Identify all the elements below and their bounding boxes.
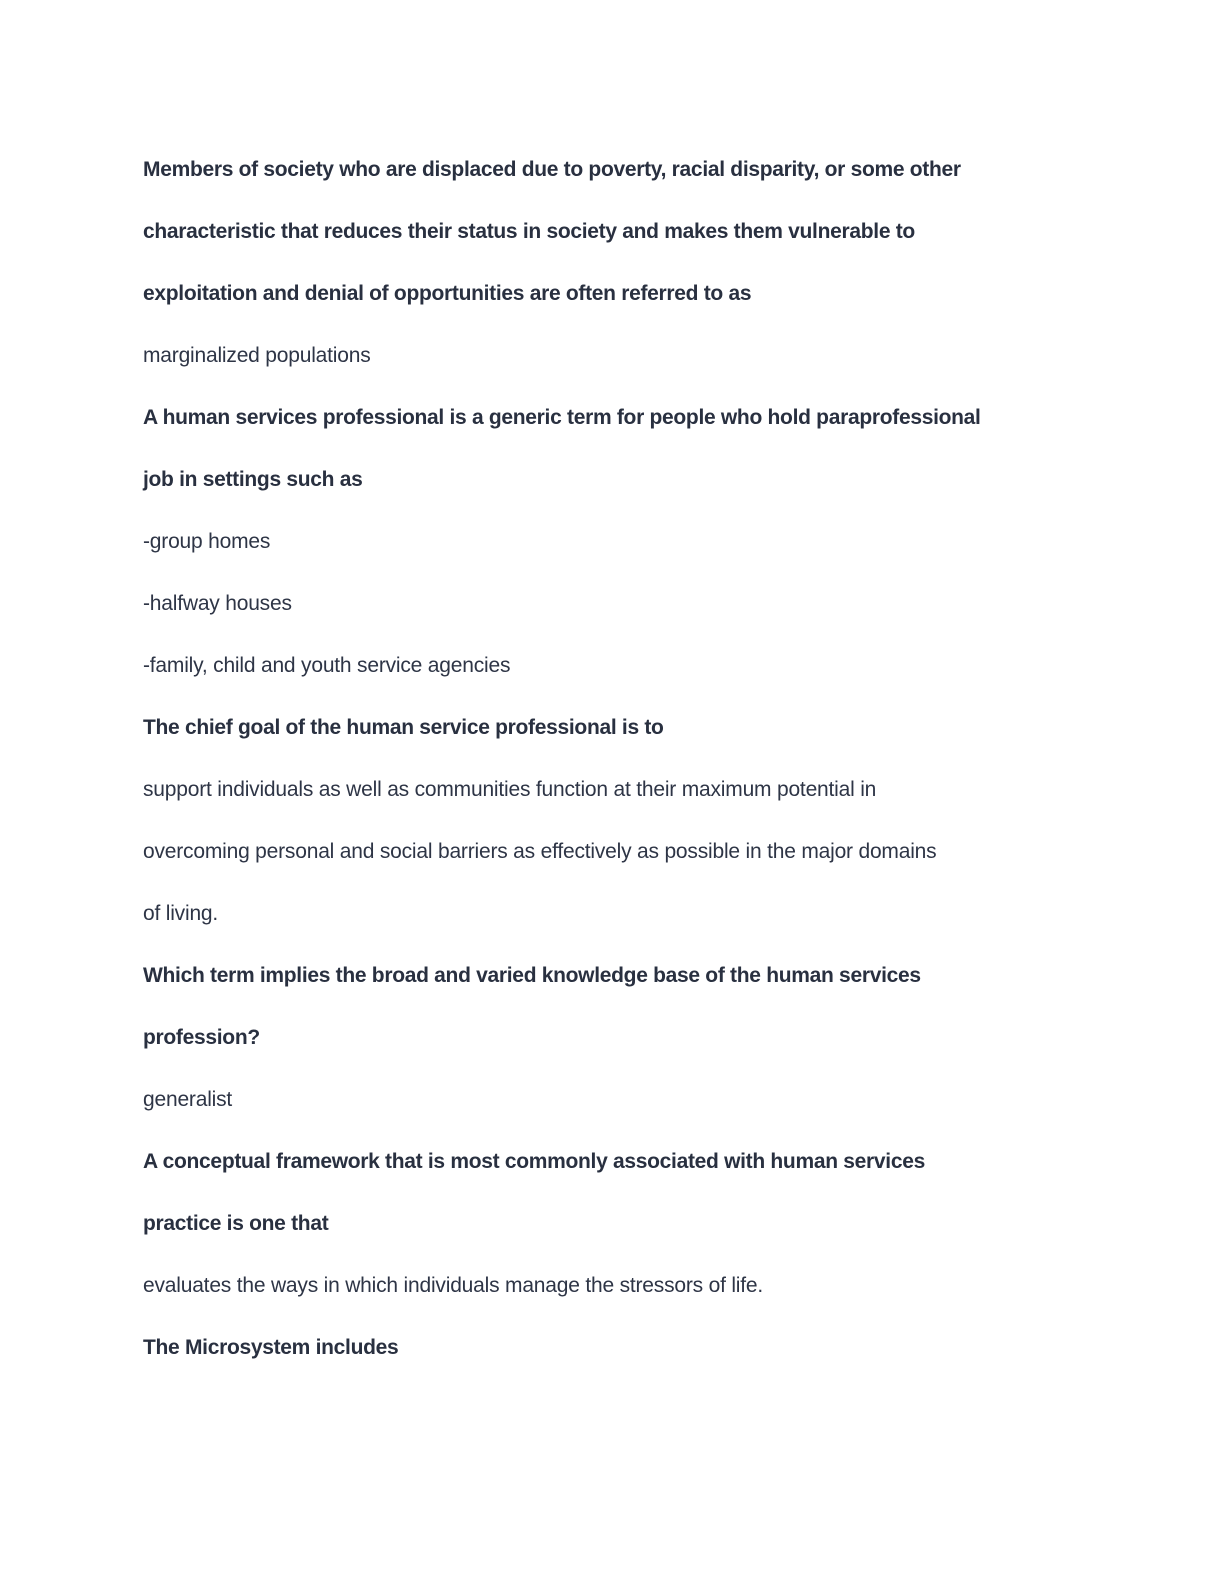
question-block bbox=[143, 697, 1093, 759]
answer-line: overcoming personal and social barriers as effectively as possible in the major domains bbox=[143, 840, 937, 863]
question-line: job in settings such as bbox=[143, 468, 363, 491]
question-line: characteristic that reduces their status in society and makes them vulnerable to bbox=[143, 220, 915, 243]
document-text-body bbox=[143, 139, 1093, 1379]
question-block bbox=[143, 1317, 1093, 1379]
answer-block bbox=[143, 1255, 1093, 1317]
answer-block bbox=[143, 511, 1093, 697]
question-line: Which term implies the broad and varied knowledge base of the human services bbox=[143, 964, 921, 987]
question-line: The chief goal of the human service professional is to bbox=[143, 716, 664, 739]
answer-block bbox=[143, 325, 1093, 387]
question-line: profession? bbox=[143, 1026, 260, 1049]
answer-line: support individuals as well as communities function at their maximum potential in bbox=[143, 778, 877, 801]
question-block bbox=[143, 945, 1093, 1069]
answer-line: -halfway houses bbox=[143, 592, 292, 615]
question-block bbox=[143, 387, 1093, 511]
question-line: A human services professional is a generic term for people who hold paraprofessional bbox=[143, 406, 981, 429]
answer-line: marginalized populations bbox=[143, 344, 371, 367]
question-line: The Microsystem includes bbox=[143, 1336, 399, 1359]
question-line: A conceptual framework that is most commonly associated with human services bbox=[143, 1150, 925, 1173]
question-block bbox=[143, 139, 1093, 325]
answer-line: -family, child and youth service agencies bbox=[143, 654, 511, 677]
question-line: exploitation and denial of opportunities are often referred to as bbox=[143, 282, 752, 305]
answer-line: generalist bbox=[143, 1088, 233, 1111]
answer-line: evaluates the ways in which individuals manage the stressors of life. bbox=[143, 1274, 764, 1297]
question-line: Members of society who are displaced due to poverty, racial disparity, or some other bbox=[143, 158, 961, 181]
answer-line: -group homes bbox=[143, 530, 271, 553]
question-block bbox=[143, 1131, 1093, 1255]
question-line: practice is one that bbox=[143, 1212, 329, 1235]
answer-block bbox=[143, 1069, 1093, 1131]
answer-line: of living. bbox=[143, 902, 219, 925]
answer-block bbox=[143, 759, 1093, 945]
